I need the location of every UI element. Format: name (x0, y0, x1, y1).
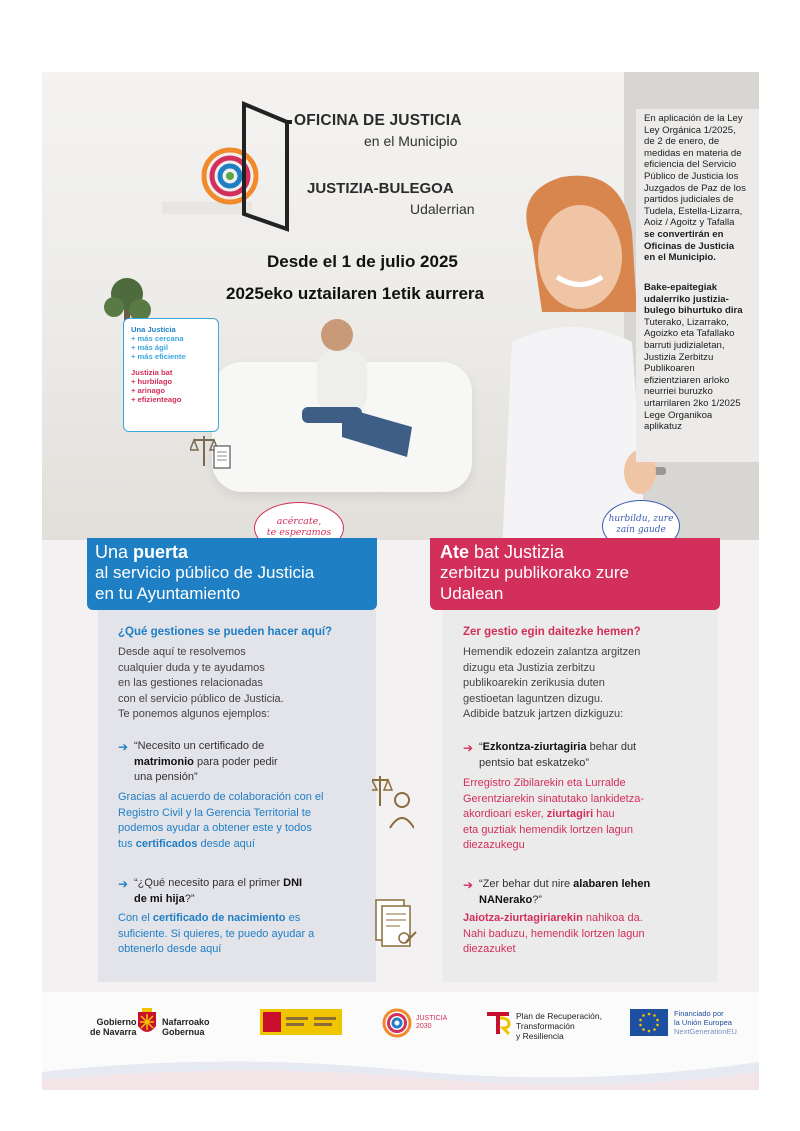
arrow-icon: ➔ (463, 878, 474, 892)
office-subtitle-es: en el Municipio (364, 133, 458, 149)
intro-line: Hemendik edozein zalantza argitzen (463, 646, 641, 658)
note-line (463, 807, 644, 823)
card-line: + arinago (131, 386, 165, 395)
note-line (118, 837, 323, 853)
poster (42, 72, 759, 1090)
intro-line: publikoarekin zerikusia duten (463, 677, 605, 689)
heading-es-line3: en tu Ayuntamiento (95, 584, 241, 603)
side-text-es (644, 113, 746, 264)
side-line: Agoizko eta Tafallako (644, 328, 735, 340)
intro-eu (463, 645, 640, 723)
note-line: diezazukegu (463, 839, 525, 851)
note-bold: certificado de nacimiento (152, 912, 286, 924)
example-text: ?” (184, 892, 195, 905)
note-1-es (118, 790, 323, 852)
office-title-es: OFICINA DE JUSTICIA (294, 112, 462, 129)
side-line: Público de Justicia los (644, 170, 739, 182)
note-line: Gerentziarekin sinatutako lankidetza- (463, 792, 644, 805)
heading-es-line1 (95, 542, 188, 562)
note-line: podemos ayudar a obtener este y todos (118, 822, 312, 834)
eu-line: Financiado por (674, 1009, 724, 1018)
side-line-bold: udalerriko justizia- (644, 293, 729, 305)
intro-line: Desde aquí te resolvemos (118, 646, 246, 658)
example-text: “¿Qué necesito para el primer (134, 877, 284, 889)
arrow-icon: ➔ (463, 741, 474, 755)
heading-bold: puerta (133, 542, 189, 562)
man-illustration (282, 307, 422, 477)
example-bold: NANerako (479, 893, 533, 906)
note-bold: ziurtagiri (546, 808, 594, 820)
note-bold: Jaiotza-ziurtagiriarekin (463, 912, 583, 924)
side-line: Publikoaren (644, 363, 695, 375)
footer-wave-decoration (42, 1042, 759, 1090)
example-1-es (134, 739, 278, 786)
note-line: Nahi baduzu, hemendik lortzen lagun (463, 927, 645, 940)
side-line: Tuterako, Lizarrako, (644, 316, 729, 328)
navarra-shield-icon (136, 1008, 158, 1038)
certificate-document-icon (374, 898, 418, 952)
intro-line: con el servicio público de Justicia. (118, 692, 284, 705)
plan-line: Transformación (516, 1021, 575, 1031)
example-line: “Necesito un certificado de (134, 740, 265, 752)
heading-es-line2: al servicio público de Justicia (95, 563, 315, 582)
card-line: + efizienteago (131, 395, 182, 404)
values-card (123, 318, 219, 432)
example-bold: alabaren lehen (573, 878, 651, 890)
example-text: behar dut (586, 741, 637, 753)
side-line-bold: Oficinas de Justicia (644, 240, 735, 252)
card-line: + más cercana (131, 334, 184, 343)
arrow-icon: ➔ (118, 877, 129, 891)
plan-line: Plan de Recuperación, (516, 1011, 603, 1021)
tag-line: acércate, (276, 516, 322, 527)
side-line: Ley Orgánica 1/2025, (644, 124, 736, 136)
plan-line: y Resiliencia (516, 1031, 564, 1041)
side-line: de 2 de enero, de (644, 136, 720, 148)
note-text: hau (593, 808, 615, 820)
side-line: Justizia Zerbitzu (644, 351, 714, 363)
intro-line: en las gestiones relacionadas (118, 677, 263, 689)
question-eu: Zer gestio egin daitezke hemen? (463, 626, 641, 638)
example-text: ?” (532, 893, 542, 906)
question-es: ¿Qué gestiones se pueden hacer aquí? (118, 626, 333, 638)
recovery-plan-label (516, 1011, 602, 1041)
eu-funding-label (674, 1009, 737, 1036)
eu-flag-icon (630, 1009, 668, 1036)
note-2-eu (463, 911, 645, 958)
example-bold: DNI (283, 877, 303, 889)
heading-prefix: Una (95, 542, 134, 562)
note-2-es (118, 911, 314, 958)
intro-line: cualquier duda y te ayudamos (118, 661, 265, 674)
side-line: aplikatuz (644, 421, 682, 433)
side-line: Lege Organikoa (644, 409, 713, 421)
example-2-eu (479, 877, 650, 908)
intro-line: dizugu eta Justizia zerbitzu (463, 661, 596, 674)
badge-line: JUSTICIA (416, 1015, 448, 1022)
side-line: eficiencia del Servicio (644, 159, 737, 171)
justice-scales-person-icon (372, 772, 414, 834)
side-line-bold: Bake-epaitegiak (644, 282, 718, 293)
heading-eu-line1 (440, 542, 564, 562)
intro-line: Te ponemos algunos ejemplos: (118, 708, 270, 720)
card-line: + más eficiente (131, 352, 186, 361)
note-1-eu (463, 776, 644, 854)
side-line: partidos judiciales de (644, 194, 734, 206)
heading-es (87, 538, 377, 610)
side-line: neurriei buruzko (644, 386, 713, 398)
note-line (463, 911, 645, 927)
note-text: es (285, 912, 301, 924)
navarra-line: Gobierno (96, 1017, 137, 1027)
badge-line: 2030 (416, 1023, 432, 1030)
note-text: tus (118, 837, 136, 850)
heading-eu (430, 538, 720, 610)
side-text-eu (644, 282, 743, 433)
note-bold: certificados (135, 837, 198, 850)
side-line: urtarrilaren 2ko 1/2025 (644, 397, 741, 409)
card-line: + más ágil (131, 343, 168, 352)
tag-line: te esperamos (266, 527, 332, 538)
note-line: eta guztiak hemendik lortzen lagun (463, 823, 633, 836)
example-line: pentsio bat eskatzeko” (479, 756, 590, 769)
justicia-2030-logo-icon (382, 1008, 412, 1038)
navarra-line: de Navarra (90, 1027, 137, 1037)
side-line: Tudela, Estella-Lizarra, (644, 205, 743, 217)
note-line: diezazuket (463, 943, 516, 955)
example-line (479, 893, 650, 909)
example-text: “Zer behar dut nire (479, 878, 574, 890)
side-line: medidas en materia de (644, 147, 742, 159)
navarra-label-eu (162, 1017, 210, 1037)
start-date-es: Desde el 1 de julio 2025 (267, 252, 458, 271)
card-line: + hurbilago (131, 377, 173, 386)
example-line: una pensión” (134, 771, 198, 783)
example-line (479, 877, 650, 893)
example-line (134, 876, 302, 892)
eu-line: la Unión Europea (674, 1018, 732, 1027)
side-line: barruti judizialetan, (644, 339, 725, 351)
side-line-bold: se convertirán en (644, 228, 724, 240)
example-bold: matrimonio (134, 755, 194, 768)
side-line: efizientziaren arloko (644, 374, 730, 386)
heading-eu-line2: zerbitzu publikorako zure (440, 563, 629, 582)
eu-line: NextGenerationEU (674, 1027, 737, 1036)
note-line: Erregistro Zibilarekin eta Lurralde (463, 777, 626, 789)
example-line (479, 740, 636, 756)
heading-rest: bat Justizia (469, 542, 565, 562)
note-line: obtenerlo desde aquí (118, 943, 222, 955)
note-line: suficiente. Si quieres, te puedo ayudar a (118, 927, 315, 940)
note-text: Con el (118, 912, 153, 924)
note-line: Gracias al acuerdo de colaboración con el (118, 791, 324, 803)
navarra-label-es (90, 1017, 137, 1037)
card-line: Justizia bat (131, 368, 173, 377)
intro-es (118, 645, 284, 723)
example-line (134, 755, 278, 771)
navarra-line: Nafarroako (162, 1017, 210, 1027)
note-text: desde aquí (197, 837, 255, 850)
example-text: “ (479, 741, 483, 753)
example-bold: Ezkontza-ziurtagiria (482, 741, 587, 753)
side-line-bold: bulego bihurtuko dira (644, 305, 743, 317)
side-line-bold: en el Municipio. (644, 252, 716, 264)
arrow-icon: ➔ (118, 740, 129, 754)
note-text: akordioari esker, (463, 808, 547, 820)
justicia-logo-icon (192, 94, 302, 234)
example-1-eu (479, 740, 636, 771)
scales-document-icon (190, 428, 234, 472)
start-date-eu: 2025eko uztailaren 1etik aurrera (226, 284, 484, 303)
note-text: nahikoa da. (582, 912, 643, 924)
example-bold: de mi hija (134, 892, 185, 905)
side-line: Aoiz / Agoitz y Tafalla (644, 217, 735, 229)
example-text: para poder pedir (193, 755, 278, 768)
side-line: En aplicación de la Ley (644, 113, 743, 124)
heading-eu-line3: Udalean (440, 584, 504, 603)
justicia-2030-label (416, 1015, 447, 1031)
tag-line: hurbildu, zure (608, 514, 674, 524)
note-line: Registro Civil y la Gerencia Territorial te (118, 806, 311, 819)
card-line: Una Justicia (131, 325, 176, 334)
navarra-line: Gobernua (162, 1027, 205, 1037)
example-2-es (134, 876, 302, 907)
office-subtitle-eu: Udalerrian (410, 201, 475, 217)
heading-bold: Ate (440, 542, 470, 562)
recovery-plan-logo-icon (485, 1010, 511, 1036)
spain-government-logo (260, 1009, 342, 1035)
example-line (134, 892, 302, 908)
tag-line: zain gaude (616, 525, 666, 535)
office-title-eu: JUSTIZIA-BULEGOA (307, 180, 454, 197)
note-line (118, 911, 314, 927)
side-line: Juzgados de Paz de los (644, 182, 746, 194)
intro-line: gestioetan laguntzen dizugu. (463, 692, 604, 705)
intro-line: Adibide batzuk jartzen dizkiguzu: (463, 708, 624, 720)
